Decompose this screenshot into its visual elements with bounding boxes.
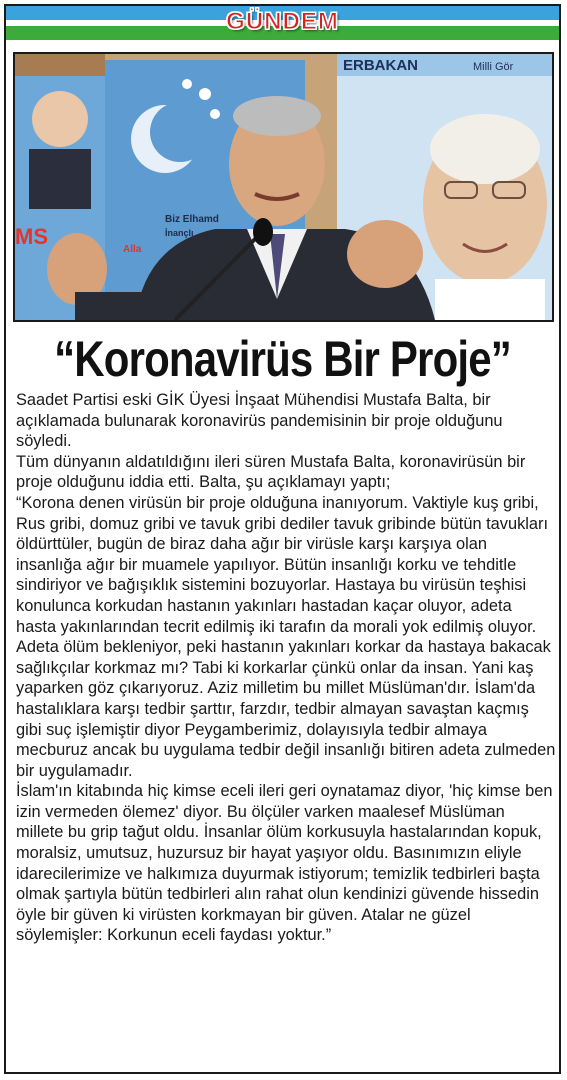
section-banner <box>6 6 559 40</box>
poster-text-2: İnançlı <box>165 228 194 238</box>
article-paragraph: Saadet Partisi eski GİK Üyesi İnşaat Mühendisi Mustafa Balta, bir açıklamada bulunarak koronavirüs pandemisinin bir proje olduğunu söyledi. <box>16 391 503 451</box>
news-photo <box>13 52 554 322</box>
article-paragraph: “Korona denen virüsün bir proje olduğuna inanıyorum. Vaktiyle kuş gribi, Rus gribi, domuz gribi ve tavuk gribi dediler tavuk gribinde bütün tavukları öldürttüler, bugün de biraz daha ağır bir virüsle karşı karşıya olan insanlığa ağır bir muamele yapılıyor. Bütün insanlığı korku ve tehditle sindiriyor ve bağışıklık sistemini bozuyorlar. Hastaya bu virüsün teşhisi konulunca korkudan hastanın yakınları hastadan kaçar oluyor, adeta hasta yakınlarından tecrit edilmiş iki tarafın da morali yok edilmiş oluyor. Adeta ölüm bekleniyor, peki hastanın yakınları korkar da hastaya bakacak sağlıkçılar korkmaz mı? Tabi ki korkarlar çünkü onlar da insan. Yani kaş yaparken göz çıkarıyoruz. Aziz milletim bu millet Müslüman'dır. İslam'da hastalıklara karşı tedbir şarttır, farzdır, tedbir almayan savaştan kaçmış gibi suç işlemiştir diyor Peygamberimiz, dolayısıyla tedbir almaya mecburuz ancak bu uygulama tedbir değil insanlığı bitiren adeta zulmeden bir uygulamadır. <box>16 493 556 780</box>
article-paragraph: Tüm dünyanın aldatıldığını ileri süren Mustafa Balta, koronavirüsün bir proje olduğunu iddia etti. Balta, şu açıklamayı yaptı; <box>16 452 526 492</box>
poster-banner-text-right: Milli Gör <box>473 61 514 73</box>
poster-text-1: Biz Elhamd <box>165 214 219 225</box>
section-title: GÜNDEM <box>226 8 339 35</box>
article-paragraph: İslam'ın kitabında hiç kimse eceli ileri geri oynatamaz diyor, 'hiç kimse ben izin vermeden ölemez' diyor. Bu ölçüler varken maalesef Müslüman millete bu grip tağut oldu. İnsanlar ölüm korkusuyla hastalarından kopuk, moralsiz, umutsuz, huzursuz bir hayat yaşıyor oldu. Basınımızın eliyle idarecilerimize ve halkımıza duyurmak istiyorum; temizlik tedbirleri başta olmak şartıyla bütün tedbirleri alın rahat olun kendinizi güvende hissedin öyle bir güven ki virüsten korkmayan bir güven. Atalar ne güzel söylemişler: Korkunun eceli faydası yoktur.” <box>16 782 553 945</box>
svg-text:MS: MS <box>15 224 48 249</box>
poster-banner-text-left: ERBAKAN <box>343 57 418 74</box>
article-body <box>16 390 556 946</box>
poster-text-3: Alla <box>123 244 142 255</box>
headline: “Koronavirüs Bir Proje” <box>54 331 511 387</box>
